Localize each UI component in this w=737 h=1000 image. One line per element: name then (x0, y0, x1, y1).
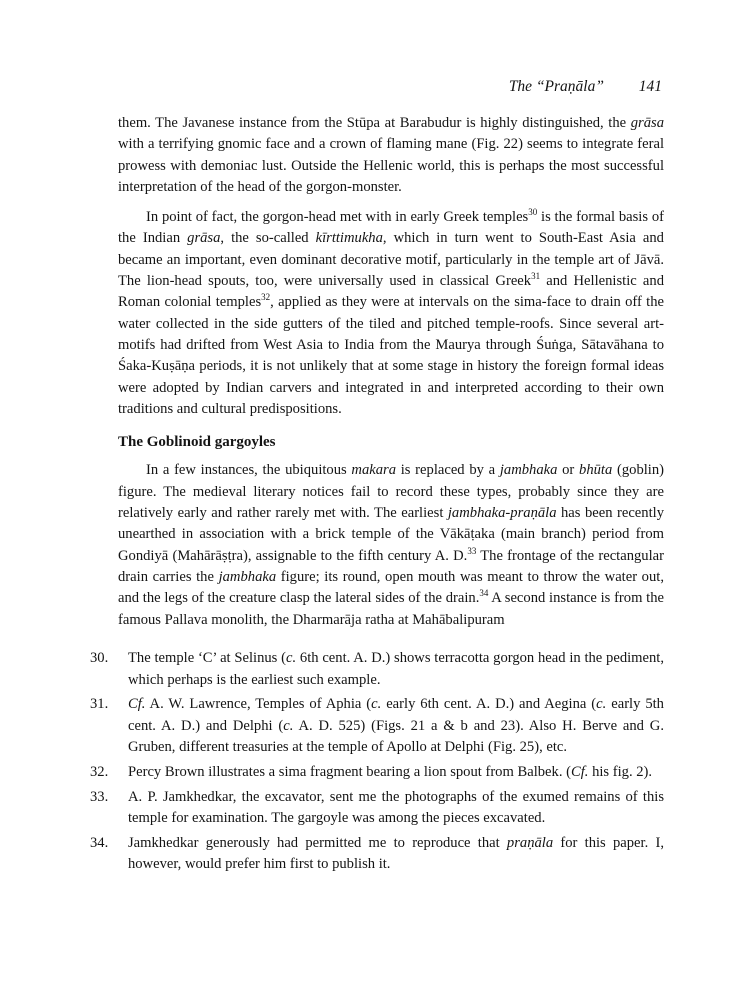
page-header (116, 78, 666, 98)
footnote-34: 34. Jamkhedkar generously had permitted me to reproduce that praṇāla for this paper. I, however, would prefer him first to publish it. (90, 834, 664, 873)
paragraph-1: them. The Javanese instance from the Stūpa at Barabudur is highly distinguished, the grāsa with a terrifying gnomic face and a crown of flaming mane (Fig. 22) seems to integrate feral prowess with demoniac lust. Outside the Hellenic world, this is perhaps the most successful interpretation of the head of the gorgon-monster. (118, 115, 664, 195)
footnote-ref-30: 30 (528, 207, 538, 218)
section-heading: The Goblinoid gargoyles (118, 434, 276, 451)
footnote-31: 31. Cf. A. W. Lawrence, Temples of Aphia (c. early 6th cent. A. D.) and Aegina (c. early 5th cent. A. D.) and Delphi (c. A. D. 525) (Figs. 21 a & b and 23). Also H. Berve and G. Gruben, different treasuries at the temple of Apollo at Delphi (Fig. 25), etc. (90, 696, 664, 756)
footnote-33: 33. A. P. Jamkhedkar, the excavator, sent me the photographs of the exumed remains of this temple for examination. The gargoyle was among the pieces excavated. (90, 788, 664, 827)
running-title: The “Praṇāla” (508, 78, 604, 95)
footnote-ref-34: 34 (479, 588, 489, 599)
footnotes (90, 648, 664, 879)
footnote-30: 30. The temple ‘C’ at Selinus (c. 6th cent. A. D.) shows terracotta gorgon head in the pediment, which perhaps is the earliest such example. (90, 650, 664, 688)
footnote-32: 32. Percy Brown illustrates a sima fragment bearing a lion spout from Balbek. (Cf. his fig. 2). (90, 763, 653, 780)
footnote-ref-32: 32 (261, 292, 271, 303)
paragraph-2: In point of fact, the gorgon-head met with in early Greek temples$^{30}$ is the formal basis of the Indian grāsa, the so-called kīrttimukha, which in turn went to South-East Asia and became an important, even dominant decorative motif, particularly in the temple art of Jāvā. The lion-head spouts, too, were universally used in classical Greek$^{31}$ and Hellenistic and Roman colonial temples$^{32}$, applied as they were at intervals on the sima-face to drain off the water collected in the side gutters of the tiled and pitched temple-roofs. Since several art-motifs had drifted from West Asia to India from the Maurya through Śuṅga, Sātavāhana to Śaka-Kuṣāṇa periods, it is not unlikely that at some stage in history the foreign formal ideas were adopted by Indian carvers and integrated in and interpreted according to their own traditions and cultural predispositions. (118, 207, 664, 417)
footnote-ref-33: 33 (467, 545, 477, 556)
body-text (118, 113, 664, 631)
page-number: 141 (638, 78, 662, 95)
paragraph-3: In a few instances, the ubiquitous makara is replaced by a jambhaka or bhūta (goblin) figure. The medieval literary notices fail to record these types, probably since they are relatively early and rather rarely met with. The earliest jambhaka-praṇāla has been recently unearthed in association with a brick temple of the Vākāṭaka (main branch) period from Gondiyā (Mahārāṣṭra), assignable to the fifth century A. D.$^{33}$ The frontage of the rectangular drain carries the jambhaka figure; its round, open mouth was meant to throw the water out, and the legs of the creature clasp the lateral sides of the drain.$^{34}$ A second instance is from the famous Pallava monolith, the Dharmarāja ratha at Mahābalipuram (118, 462, 665, 628)
footnote-ref-31: 31 (531, 271, 541, 282)
